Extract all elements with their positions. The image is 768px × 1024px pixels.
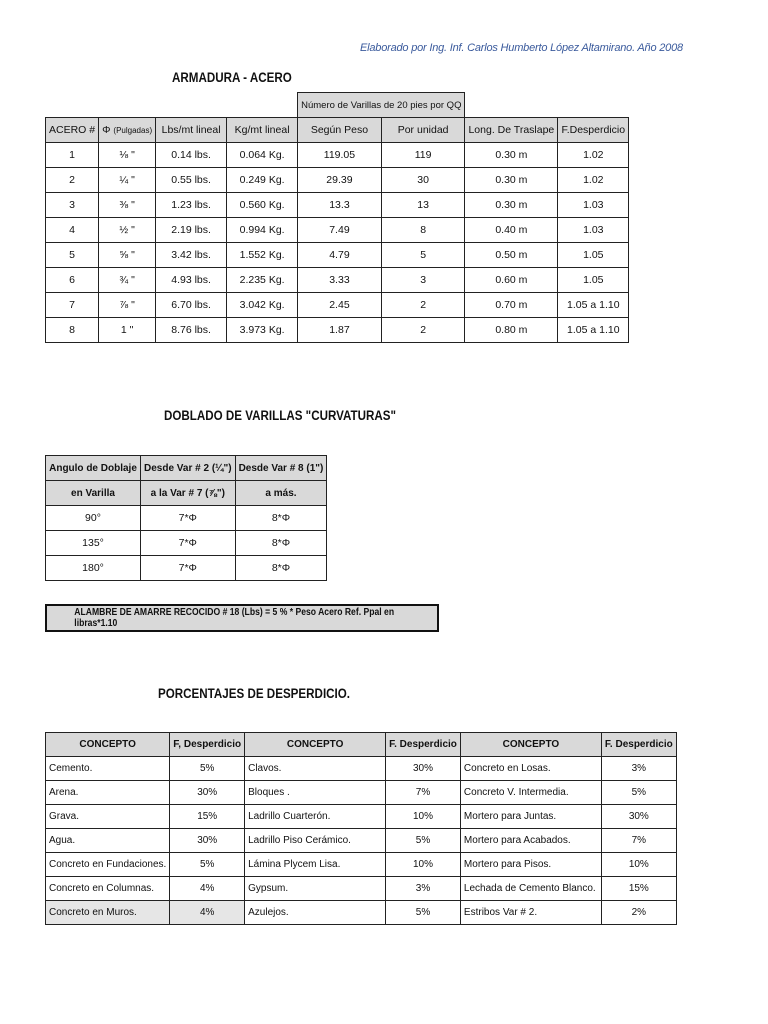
cell-concepto: Concreto en Columnas. — [46, 877, 170, 901]
alambre-formula: ALAMBRE DE AMARRE RECOCIDO # 18 (Lbs) = 5 % * Peso Acero Ref. Ppal en libras*1.10 — [45, 604, 439, 632]
cell-kg: 3.973 Kg. — [227, 318, 298, 343]
cell-desperdicio: 1.03 — [558, 193, 629, 218]
cell-por-unidad: 2 — [381, 318, 465, 343]
acero-table — [45, 92, 629, 343]
cell-desperdicio: 2% — [601, 901, 676, 925]
table-row — [46, 268, 629, 293]
cell-segun-peso: 3.33 — [298, 268, 382, 293]
cell-desperdicio: 1.05 a 1.10 — [558, 293, 629, 318]
cell-traslape: 0.50 m — [465, 243, 558, 268]
col-segun-peso: Según Peso — [298, 118, 382, 143]
cell-desperdicio: 10% — [601, 853, 676, 877]
cell-desperdicio: 30% — [170, 781, 245, 805]
curvaturas-title: DOBLADO DE VARILLAS "CURVATURAS" — [164, 408, 397, 423]
col-desde8-2: a más. — [235, 481, 327, 506]
cell-concepto: Clavos. — [245, 757, 386, 781]
cell-phi: ¼ " — [99, 168, 156, 193]
cell-desperdicio: 5% — [170, 757, 245, 781]
col-desde2-1: Desde Var # 2 (¼") — [141, 456, 236, 481]
cell-desperdicio: 5% — [386, 829, 461, 853]
cell-desperdicio: 1.02 — [558, 143, 629, 168]
cell-por-unidad: 3 — [381, 268, 465, 293]
cell-segun-peso: 4.79 — [298, 243, 382, 268]
table-row — [46, 218, 629, 243]
cell-desperdicio: 10% — [386, 805, 461, 829]
cell-phi: ⅝ " — [99, 243, 156, 268]
col-desde2-2: a la Var # 7 (⅞") — [141, 481, 236, 506]
cell-traslape: 0.30 m — [465, 193, 558, 218]
cell-por-unidad: 30 — [381, 168, 465, 193]
cell-concepto: Cemento. — [46, 757, 170, 781]
col-desde8-1: Desde Var # 8 (1") — [235, 456, 327, 481]
col-concepto-3: CONCEPTO — [460, 733, 601, 757]
cell-concepto: Concreto V. Intermedia. — [460, 781, 601, 805]
col-concepto-2: CONCEPTO — [245, 733, 386, 757]
table-row — [46, 877, 677, 901]
cell-desperdicio: 5% — [170, 853, 245, 877]
cell-kg: 0.064 Kg. — [227, 143, 298, 168]
cell-concepto: Grava. — [46, 805, 170, 829]
cell-segun-peso: 7.49 — [298, 218, 382, 243]
cell-concepto: Mortero para Pisos. — [460, 853, 601, 877]
cell-desperdicio: 1.05 a 1.10 — [558, 318, 629, 343]
cell-concepto: Mortero para Acabados. — [460, 829, 601, 853]
cell-desperdicio: 30% — [170, 829, 245, 853]
cell-phi: ⅜ " — [99, 193, 156, 218]
cell-phi: ¾ " — [99, 268, 156, 293]
cell-acero: 4 — [46, 218, 99, 243]
cell-segun-peso: 1.87 — [298, 318, 382, 343]
cell-desperdicio: 7% — [386, 781, 461, 805]
cell-lbs: 0.14 lbs. — [156, 143, 227, 168]
cell-angulo: 135° — [46, 531, 141, 556]
cell-desperdicio: 4% — [170, 877, 245, 901]
cell-concepto: Concreto en Fundaciones. — [46, 853, 170, 877]
cell-traslape: 0.30 m — [465, 143, 558, 168]
cell-concepto: Concreto en Muros. — [46, 901, 170, 925]
cell-desperdicio: 10% — [386, 853, 461, 877]
table-row — [46, 318, 629, 343]
cell-traslape: 0.60 m — [465, 268, 558, 293]
cell-kg: 2.235 Kg. — [227, 268, 298, 293]
cell-kg: 1.552 Kg. — [227, 243, 298, 268]
cell-desperdicio: 5% — [386, 901, 461, 925]
cell-traslape: 0.80 m — [465, 318, 558, 343]
cell-concepto: Concreto en Losas. — [460, 757, 601, 781]
cell-desperdicio: 1.05 — [558, 243, 629, 268]
cell-desperdicio: 3% — [386, 877, 461, 901]
col-por-unidad: Por unidad — [381, 118, 465, 143]
cell-concepto: Agua. — [46, 829, 170, 853]
cell-lbs: 4.93 lbs. — [156, 268, 227, 293]
cell-desperdicio: 15% — [170, 805, 245, 829]
cell-por-unidad: 5 — [381, 243, 465, 268]
cell-segun-peso: 119.05 — [298, 143, 382, 168]
table-row — [46, 506, 327, 531]
table-row — [46, 293, 629, 318]
col-traslape: Long. De Traslape — [465, 118, 558, 143]
cell-phi: ⅞ " — [99, 293, 156, 318]
cell-segun-peso: 13.3 — [298, 193, 382, 218]
cell-traslape: 0.40 m — [465, 218, 558, 243]
table-row — [46, 143, 629, 168]
cell-concepto: Azulejos. — [245, 901, 386, 925]
cell-angulo: 90° — [46, 506, 141, 531]
col-kg: Kg/mt lineal — [227, 118, 298, 143]
col-angulo-1: Angulo de Doblaje — [46, 456, 141, 481]
cell-desperdicio: 3% — [601, 757, 676, 781]
cell-traslape: 0.70 m — [465, 293, 558, 318]
cell-phi: ⅛ " — [99, 143, 156, 168]
col-angulo-2: en Varilla — [46, 481, 141, 506]
cell-kg: 0.560 Kg. — [227, 193, 298, 218]
cell-a: 7*Φ — [141, 556, 236, 581]
cell-concepto: Mortero para Juntas. — [460, 805, 601, 829]
cell-concepto: Estribos Var # 2. — [460, 901, 601, 925]
col-phi: Φ (Pulgadas) — [99, 118, 156, 143]
cell-acero: 1 — [46, 143, 99, 168]
table-row — [46, 901, 677, 925]
table-row — [46, 853, 677, 877]
table-row — [46, 757, 677, 781]
cell-acero: 2 — [46, 168, 99, 193]
cell-phi: ½ " — [99, 218, 156, 243]
cell-lbs: 2.19 lbs. — [156, 218, 227, 243]
cell-phi: 1 " — [99, 318, 156, 343]
cell-b: 8*Φ — [235, 556, 327, 581]
cell-kg: 0.249 Kg. — [227, 168, 298, 193]
col-fdesp-2: F. Desperdicio — [386, 733, 461, 757]
author-credit: Elaborado por Ing. Inf. Carlos Humberto López Altamirano. Año 2008 — [360, 42, 683, 54]
cell-a: 7*Φ — [141, 506, 236, 531]
cell-por-unidad: 13 — [381, 193, 465, 218]
cell-concepto: Bloques . — [245, 781, 386, 805]
cell-concepto: Gypsum. — [245, 877, 386, 901]
cell-por-unidad: 119 — [381, 143, 465, 168]
cell-desperdicio: 4% — [170, 901, 245, 925]
cell-desperdicio: 30% — [386, 757, 461, 781]
cell-concepto: Ladrillo Piso Cerámico. — [245, 829, 386, 853]
col-fdesp-1: F, Desperdicio — [170, 733, 245, 757]
table-row — [46, 243, 629, 268]
col-lbs: Lbs/mt lineal — [156, 118, 227, 143]
col-fdesp-3: F. Desperdicio — [601, 733, 676, 757]
table-row — [46, 781, 677, 805]
armadura-title: ARMADURA - ACERO — [172, 70, 292, 85]
cell-acero: 6 — [46, 268, 99, 293]
table-row — [46, 829, 677, 853]
cell-por-unidad: 8 — [381, 218, 465, 243]
cell-lbs: 3.42 lbs. — [156, 243, 227, 268]
cell-por-unidad: 2 — [381, 293, 465, 318]
table-row — [46, 556, 327, 581]
cell-desperdicio: 5% — [601, 781, 676, 805]
cell-acero: 7 — [46, 293, 99, 318]
table-row — [46, 531, 327, 556]
table-row — [46, 193, 629, 218]
cell-lbs: 0.55 lbs. — [156, 168, 227, 193]
cell-lbs: 8.76 lbs. — [156, 318, 227, 343]
cell-kg: 0.994 Kg. — [227, 218, 298, 243]
cell-concepto: Lámina Plycem Lisa. — [245, 853, 386, 877]
group-header: Número de Varillas de 20 pies por QQ — [298, 93, 465, 118]
cell-acero: 5 — [46, 243, 99, 268]
cell-desperdicio: 1.03 — [558, 218, 629, 243]
cell-acero: 8 — [46, 318, 99, 343]
table-row — [46, 805, 677, 829]
cell-concepto: Ladrillo Cuarterón. — [245, 805, 386, 829]
cell-lbs: 1.23 lbs. — [156, 193, 227, 218]
cell-kg: 3.042 Kg. — [227, 293, 298, 318]
table-row — [46, 168, 629, 193]
cell-desperdicio: 7% — [601, 829, 676, 853]
cell-segun-peso: 2.45 — [298, 293, 382, 318]
cell-angulo: 180° — [46, 556, 141, 581]
cell-b: 8*Φ — [235, 506, 327, 531]
col-desperdicio: F.Desperdicio — [558, 118, 629, 143]
cell-desperdicio: 15% — [601, 877, 676, 901]
col-acero: ACERO # — [46, 118, 99, 143]
cell-b: 8*Φ — [235, 531, 327, 556]
cell-lbs: 6.70 lbs. — [156, 293, 227, 318]
curvaturas-table — [45, 455, 327, 581]
desperdicio-title: PORCENTAJES DE DESPERDICIO. — [158, 686, 351, 701]
cell-segun-peso: 29.39 — [298, 168, 382, 193]
cell-desperdicio: 30% — [601, 805, 676, 829]
cell-desperdicio: 1.05 — [558, 268, 629, 293]
cell-desperdicio: 1.02 — [558, 168, 629, 193]
cell-acero: 3 — [46, 193, 99, 218]
cell-a: 7*Φ — [141, 531, 236, 556]
cell-traslape: 0.30 m — [465, 168, 558, 193]
cell-concepto: Lechada de Cemento Blanco. — [460, 877, 601, 901]
col-concepto-1: CONCEPTO — [46, 733, 170, 757]
desperdicio-table — [45, 732, 677, 925]
cell-concepto: Arena. — [46, 781, 170, 805]
